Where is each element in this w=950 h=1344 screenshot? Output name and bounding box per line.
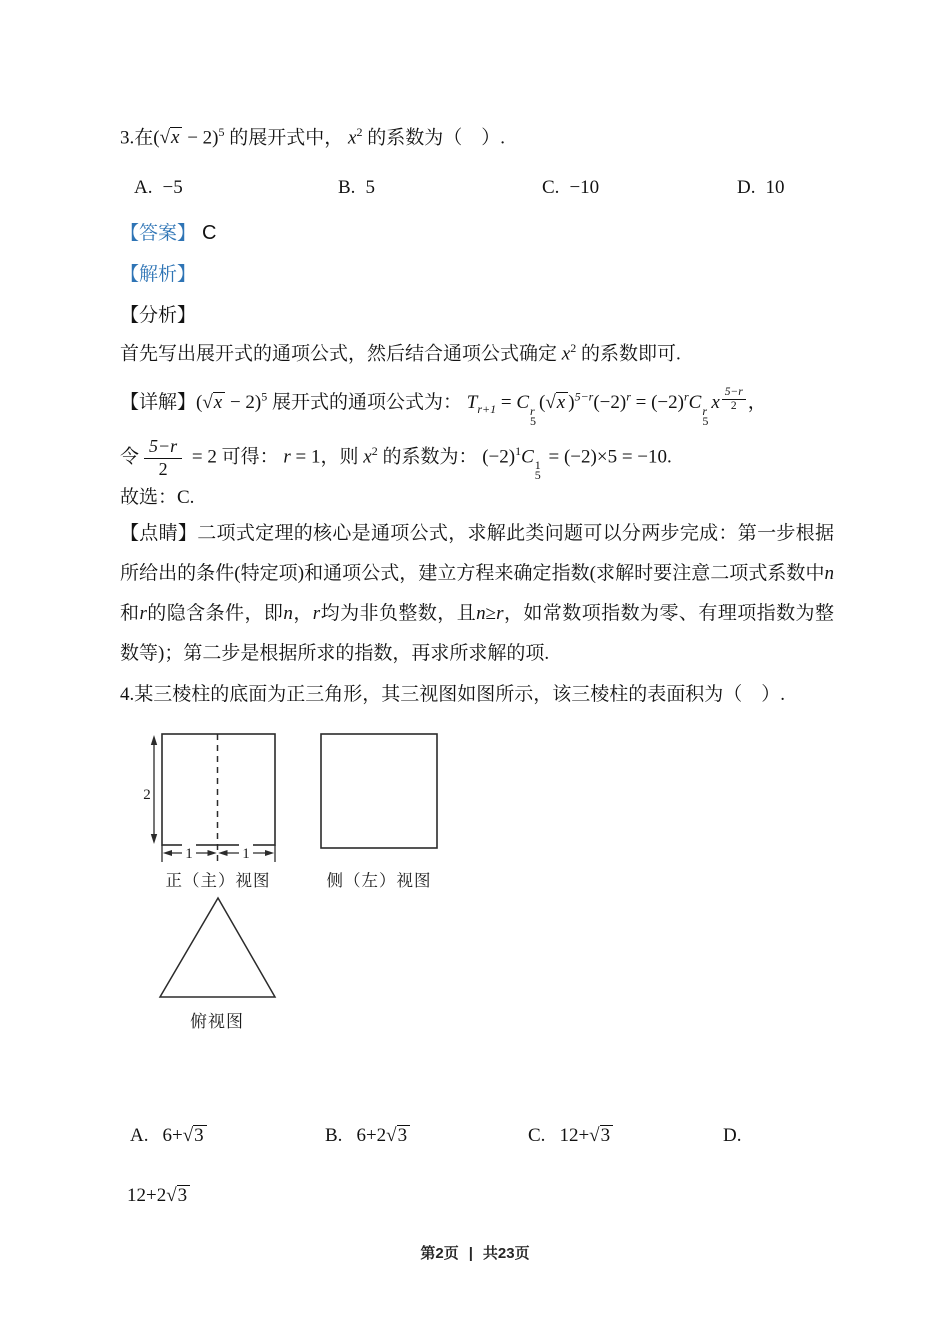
option-a-value: 6+ √ 3 [162, 1122, 206, 1150]
height-dimension-label: 2 [143, 787, 151, 803]
option-c-value: 12+ √ 3 [559, 1122, 613, 1150]
option-b-value: 5 [365, 177, 375, 198]
side-view-label: 侧（左）视图 [326, 871, 432, 890]
front-view [141, 734, 275, 890]
page-number: 第2页 [420, 1245, 459, 1262]
top-view-outline [160, 898, 275, 997]
option-d [737, 174, 784, 202]
front-view-outline [162, 734, 275, 845]
width-left-label: 1 [185, 846, 193, 862]
page-footer [0, 1243, 950, 1265]
option-a-value: −5 [162, 177, 183, 198]
option-b-value: 6+2 √ 3 [356, 1122, 410, 1150]
option-d [723, 1122, 755, 1150]
analysis-section-label: 【解析】 [120, 264, 197, 285]
width-dimensions [162, 844, 275, 862]
answer-label: 【答案】 [120, 223, 197, 244]
dianjing-paragraph: 【点睛】二项式定理的核心是通项公式，求解此类问题可以分两步完成：第一步根据所给出的条件(特定项)和通项公式，建立方程来确定指数(求解时要注意二项式系数中n和r的隐含条件，即n，r均为非负整数，且n≥r，如常数项指数为零、有理项指数为整数等)；第二步是根据所求的指数，再求所求解的项. [120, 523, 834, 664]
option-a-label: A. [130, 1125, 149, 1146]
question-4-title: 4.某三棱柱的底面为正三角形，其三视图如图所示，该三棱柱的表面积为（ ）. [120, 684, 786, 705]
option-b [325, 1122, 528, 1150]
front-view-label: 正（主）视图 [165, 871, 271, 890]
option-d-wrapped-value: 12+2 √ 3 [127, 1182, 190, 1210]
page-total: 共23页 [482, 1245, 530, 1262]
conclusion-line: 故选：C. [120, 487, 195, 508]
question-3-options [134, 174, 784, 202]
option-b-label: B. [338, 177, 356, 198]
option-d-label: D. [723, 1125, 742, 1146]
option-c [542, 174, 737, 202]
fenxi-label: 【分析】 [120, 305, 197, 326]
option-a [134, 174, 338, 202]
option-b [338, 174, 542, 202]
answer-value: C [202, 222, 217, 244]
ling-line: 令 $\frac{5-r}{2}$ = 2 可得： r = 1，则 $x^2$ 的系数为： $(-2)^1C$ 1 5 = (−2)×5 = −10. [120, 436, 672, 483]
answer-line [120, 219, 216, 248]
option-b-label: B. [325, 1125, 343, 1146]
fenxi-text: 首先写出展开式的通项公式，然后结合通项公式确定 $x^2$ 的系数即可. [120, 341, 681, 365]
width-right-label: 1 [242, 846, 250, 862]
option-d-value: 10 [765, 177, 785, 198]
footer-separator: | [468, 1245, 473, 1262]
top-view-label: 俯视图 [190, 1012, 244, 1031]
question-4-options [130, 1122, 755, 1150]
side-view [321, 734, 437, 890]
option-c [528, 1122, 723, 1150]
xiangjie-line: 【详解】( √ x − 2)$^5$ 展开式的通项公式为： $T_{r+1} = C$ r 5 ( √ x )$^{5-r}(-2)^r = (-2)^rC$ r 5 x $\frac{5-r}{2}$ ， [120, 386, 767, 428]
option-a [130, 1122, 325, 1150]
option-c-label: C. [542, 177, 560, 198]
height-dimension [141, 735, 157, 844]
top-view [160, 898, 275, 1031]
option-d-label: D. [737, 177, 756, 198]
question-3-title: 3.在( √ x − 2)$^5$ 的展开式中， $x^2$ 的系数为（ ）. [120, 125, 505, 149]
side-view-outline [321, 734, 437, 848]
option-a-label: A. [134, 177, 153, 198]
option-c-label: C. [528, 1125, 546, 1146]
three-view-diagram [140, 715, 460, 1045]
option-c-value: −10 [569, 177, 600, 198]
